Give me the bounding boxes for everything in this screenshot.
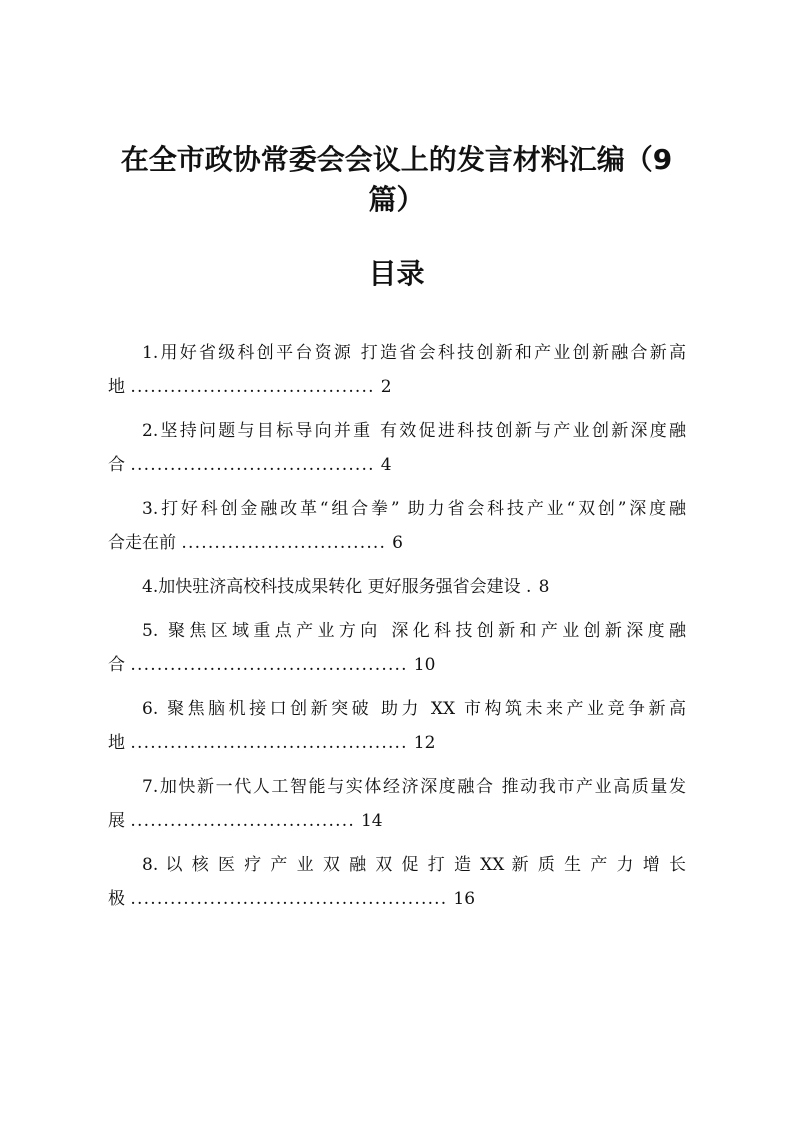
toc-entry-single-line	[108, 570, 686, 604]
toc-entry-title-end: 地	[108, 733, 125, 753]
table-of-contents	[108, 336, 686, 926]
toc-entry-6[interactable]	[108, 692, 686, 760]
toc-entry-2[interactable]	[108, 414, 686, 482]
toc-entry-title-end: 展	[108, 811, 125, 831]
toc-entry-continuation	[108, 882, 686, 916]
toc-entry-title: 4.加快驻济高校科技成果转化 更好服务强省会建设	[142, 577, 521, 597]
toc-page-number: 6	[392, 533, 403, 553]
toc-entry-3[interactable]	[108, 492, 686, 560]
toc-entry-title: 5. 聚焦区域重点产业方向 深化科技创新和产业创新深度融	[142, 621, 686, 641]
toc-leader-dots: ..........................................	[130, 655, 408, 675]
toc-heading: 目录	[368, 257, 425, 290]
toc-entry-continuation	[108, 526, 686, 560]
toc-entry-title: 6. 聚焦脑机接口创新突破 助力 XX 市构筑未来产业竞争新高	[142, 699, 686, 719]
toc-leader-dots: ..................................	[130, 811, 355, 831]
toc-leader-dots: ..........................................	[130, 733, 408, 753]
document-title	[100, 140, 693, 220]
toc-entry-continuation	[108, 648, 686, 682]
toc-entry-7[interactable]	[108, 770, 686, 838]
toc-entry-continuation	[108, 448, 686, 482]
toc-leader-dots: ...............................	[181, 533, 387, 553]
toc-page-number: 4	[380, 455, 392, 475]
toc-entry-title-end: 极	[108, 889, 125, 909]
toc-entry-title: 3.打好科创金融改革“组合拳” 助力省会科技产业“双创”深度融	[142, 499, 686, 519]
toc-page-number: 12	[413, 733, 436, 753]
toc-entry-title-end: 合	[108, 655, 125, 675]
toc-entry-title-end: 地	[108, 377, 125, 397]
toc-entry-continuation	[108, 370, 686, 404]
toc-page-number: 10	[413, 655, 436, 675]
toc-entry-title-end: 合	[108, 455, 125, 475]
toc-entry-title: 2.坚持问题与目标导向并重 有效促进科技创新与产业创新深度融	[142, 421, 686, 441]
toc-entry-continuation	[108, 726, 686, 760]
document-title-line-1: 在全市政协常委会会议上的发言材料汇编（9	[120, 143, 673, 176]
toc-page-number: 2	[380, 377, 392, 397]
toc-leader-dots: ................................................	[130, 889, 448, 909]
toc-entry-1[interactable]	[108, 336, 686, 404]
toc-page-number: 8	[538, 577, 550, 597]
toc-entry-8[interactable]	[108, 848, 686, 916]
toc-page-number: 14	[360, 811, 383, 831]
toc-entry-5[interactable]	[108, 614, 686, 682]
toc-entry-title: 7.加快新一代人工智能与实体经济深度融合 推动我市产业高质量发	[142, 777, 686, 797]
toc-entry-title-end: 合走在前	[108, 533, 176, 553]
document-title-line-2: 篇）	[368, 183, 425, 216]
toc-leader-dots: .	[526, 577, 533, 597]
toc-leader-dots: .....................................	[130, 455, 375, 475]
toc-entry-title: 8. 以 核 医 疗 产 业 双 融 双 促 打 造 XX 新 质 生 产 力 增 长	[142, 855, 687, 875]
toc-entry-continuation	[108, 804, 686, 838]
toc-entry-title: 1.用好省级科创平台资源 打造省会科技创新和产业创新融合新高	[142, 343, 686, 363]
toc-leader-dots: .....................................	[130, 377, 375, 397]
toc-entry-4[interactable]	[108, 570, 686, 604]
toc-page-number: 16	[453, 889, 476, 909]
